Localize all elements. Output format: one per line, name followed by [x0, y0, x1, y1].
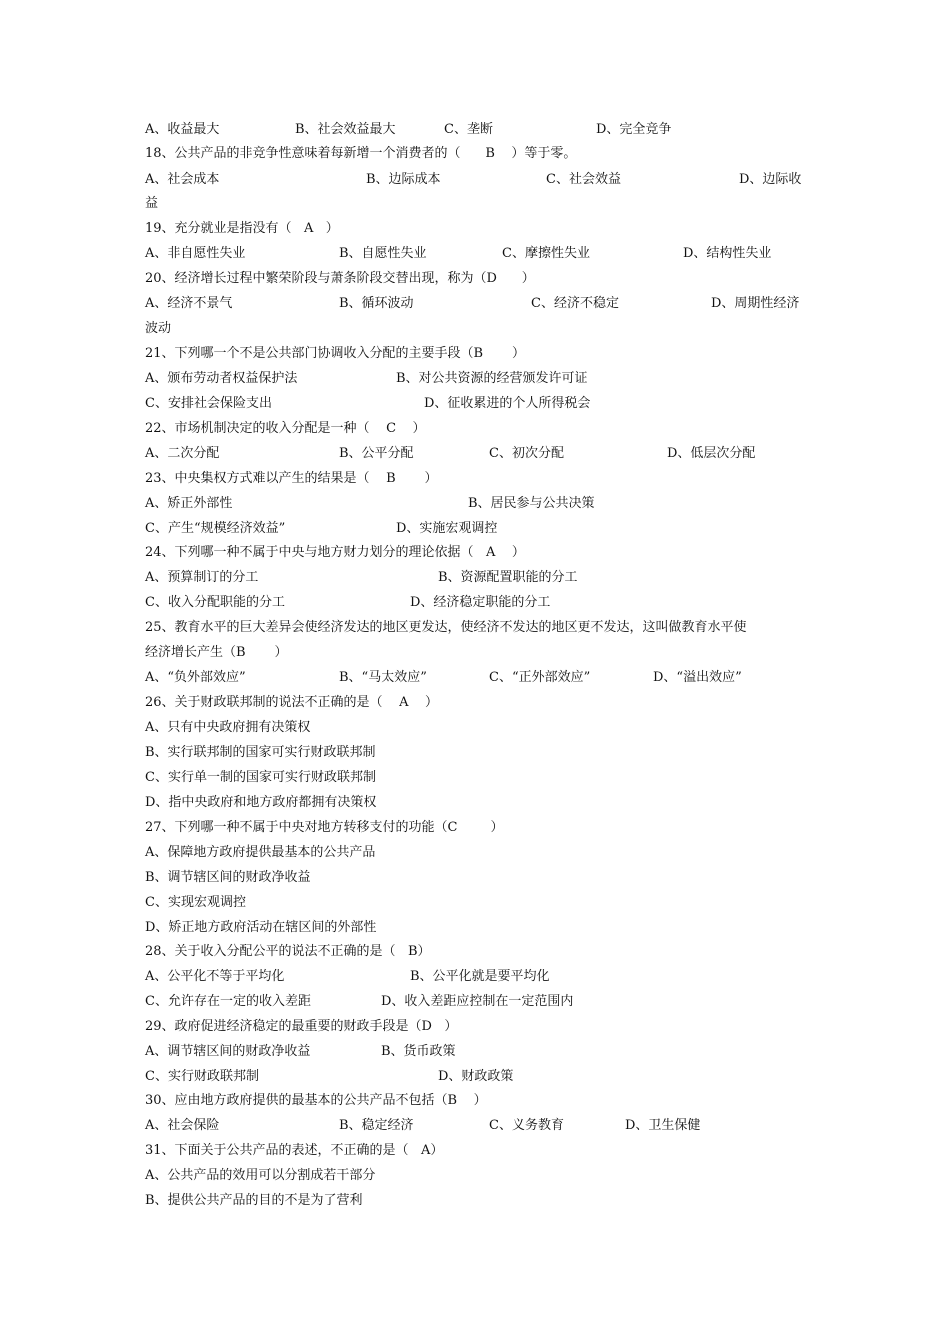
text-line: D、矫正地方政府活动在辖区间的外部性 [145, 920, 377, 935]
option-item: A、颁布劳动者权益保护法 [145, 371, 298, 386]
option-item: D、卫生保健 [625, 1118, 701, 1133]
text-line: A、公共产品的效用可以分割成若干部分 [145, 1168, 376, 1183]
text-line: 27、下列哪一种不属于中央对地方转移支付的功能（C ） [145, 820, 504, 835]
option-item: D、周期性经济 [711, 296, 800, 311]
option-item: B、公平化就是要平均化 [410, 969, 550, 984]
option-item: A、矫正外部性 [145, 496, 233, 511]
text-line: 20、经济增长过程中繁荣阶段与萧条阶段交替出现，称为（D ） [145, 271, 535, 286]
option-item: A、调节辖区间的财政净收益 [145, 1044, 311, 1059]
text-line: B、实行联邦制的国家可实行财政联邦制 [145, 745, 376, 760]
option-item: A、收益最大 [145, 122, 220, 137]
option-item: D、完全竞争 [596, 122, 672, 137]
text-line: 25、教育水平的巨大差异会使经济发达的地区更发达，使经济不发达的地区更不发达，这叫做教育水平使 [145, 620, 747, 635]
option-item: A、社会成本 [145, 172, 220, 187]
option-item: D、边际收 [739, 172, 802, 187]
option-item: B、“马太效应” [339, 670, 427, 685]
text-line: 21、下列哪一个不是公共部门协调收入分配的主要手段（B ） [145, 346, 526, 361]
option-item: C、初次分配 [489, 446, 564, 461]
text-line: A、只有中央政府拥有决策权 [145, 720, 311, 735]
option-item: D、收入差距应控制在一定范围内 [381, 994, 574, 1009]
text-line: 30、应由地方政府提供的最基本的公共产品不包括（B ） [145, 1093, 487, 1108]
option-item: C、产生“规模经济效益” [145, 521, 286, 536]
option-item: B、对公共资源的经营颁发许可证 [396, 371, 588, 386]
option-item: B、社会效益最大 [295, 122, 396, 137]
option-item: D、低层次分配 [667, 446, 756, 461]
text-line: 26、关于财政联邦制的说法不正确的是（ A ） [145, 695, 438, 710]
option-item: C、安排社会保险支出 [145, 396, 272, 411]
option-item: C、收入分配职能的分工 [145, 595, 285, 610]
option-item: C、经济不稳定 [531, 296, 619, 311]
option-item: C、实行财政联邦制 [145, 1069, 259, 1084]
text-line: C、实行单一制的国家可实行财政联邦制 [145, 770, 376, 785]
text-line: 经济增长产生（B ） [145, 645, 288, 660]
option-item: D、经济稳定职能的分工 [410, 595, 551, 610]
option-item: B、公平分配 [339, 446, 414, 461]
option-item: D、结构性失业 [683, 246, 772, 261]
option-item: A、预算制订的分工 [145, 570, 259, 585]
text-line: 波动 [145, 321, 172, 336]
text-line: 18、公共产品的非竞争性意味着每新增一个消费者的（ B ）等于零。 [145, 146, 577, 161]
text-line: 29、政府促进经济稳定的最重要的财政手段是（D ） [145, 1019, 458, 1034]
option-item: A、社会保险 [145, 1118, 220, 1133]
option-item: C、义务教育 [489, 1118, 564, 1133]
text-line: B、调节辖区间的财政净收益 [145, 870, 311, 885]
text-line: 31、下面关于公共产品的表述，不正确的是（ A） [145, 1143, 444, 1158]
option-item: B、循环波动 [339, 296, 414, 311]
text-line: C、实现宏观调控 [145, 895, 246, 910]
text-line: B、提供公共产品的目的不是为了营利 [145, 1193, 363, 1208]
option-item: A、公平化不等于平均化 [145, 969, 285, 984]
option-item: B、资源配置职能的分工 [438, 570, 578, 585]
text-line: 益 [145, 196, 159, 211]
text-line: 24、下列哪一种不属于中央与地方财力划分的理论依据（ A ） [145, 545, 525, 560]
option-item: A、“负外部效应” [145, 670, 246, 685]
text-line: 28、关于收入分配公平的说法不正确的是（ B） [145, 944, 431, 959]
option-item: D、“溢出效应” [653, 670, 742, 685]
option-item: C、社会效益 [546, 172, 621, 187]
text-line: 19、充分就业是指没有（ A ） [145, 221, 339, 236]
text-line: D、指中央政府和地方政府都拥有决策权 [145, 795, 377, 810]
text-line: 23、中央集权方式难以产生的结果是（ B ） [145, 471, 438, 486]
option-item: A、非自愿性失业 [145, 246, 246, 261]
text-line: A、保障地方政府提供最基本的公共产品 [145, 845, 376, 860]
text-line: 22、市场机制决定的收入分配是一种（ C ） [145, 421, 426, 436]
option-item: B、自愿性失业 [339, 246, 427, 261]
option-item: D、财政政策 [438, 1069, 514, 1084]
option-item: C、摩擦性失业 [502, 246, 590, 261]
option-item: B、稳定经济 [339, 1118, 414, 1133]
option-item: C、允许存在一定的收入差距 [145, 994, 311, 1009]
option-item: A、经济不景气 [145, 296, 233, 311]
option-item: A、二次分配 [145, 446, 220, 461]
option-item: B、货币政策 [381, 1044, 456, 1059]
option-item: C、垄断 [444, 122, 493, 137]
option-item: D、征收累进的个人所得税会 [424, 396, 591, 411]
option-item: C、“正外部效应” [489, 670, 591, 685]
option-item: D、实施宏观调控 [396, 521, 498, 536]
option-item: B、居民参与公共决策 [468, 496, 595, 511]
option-item: B、边际成本 [366, 172, 441, 187]
